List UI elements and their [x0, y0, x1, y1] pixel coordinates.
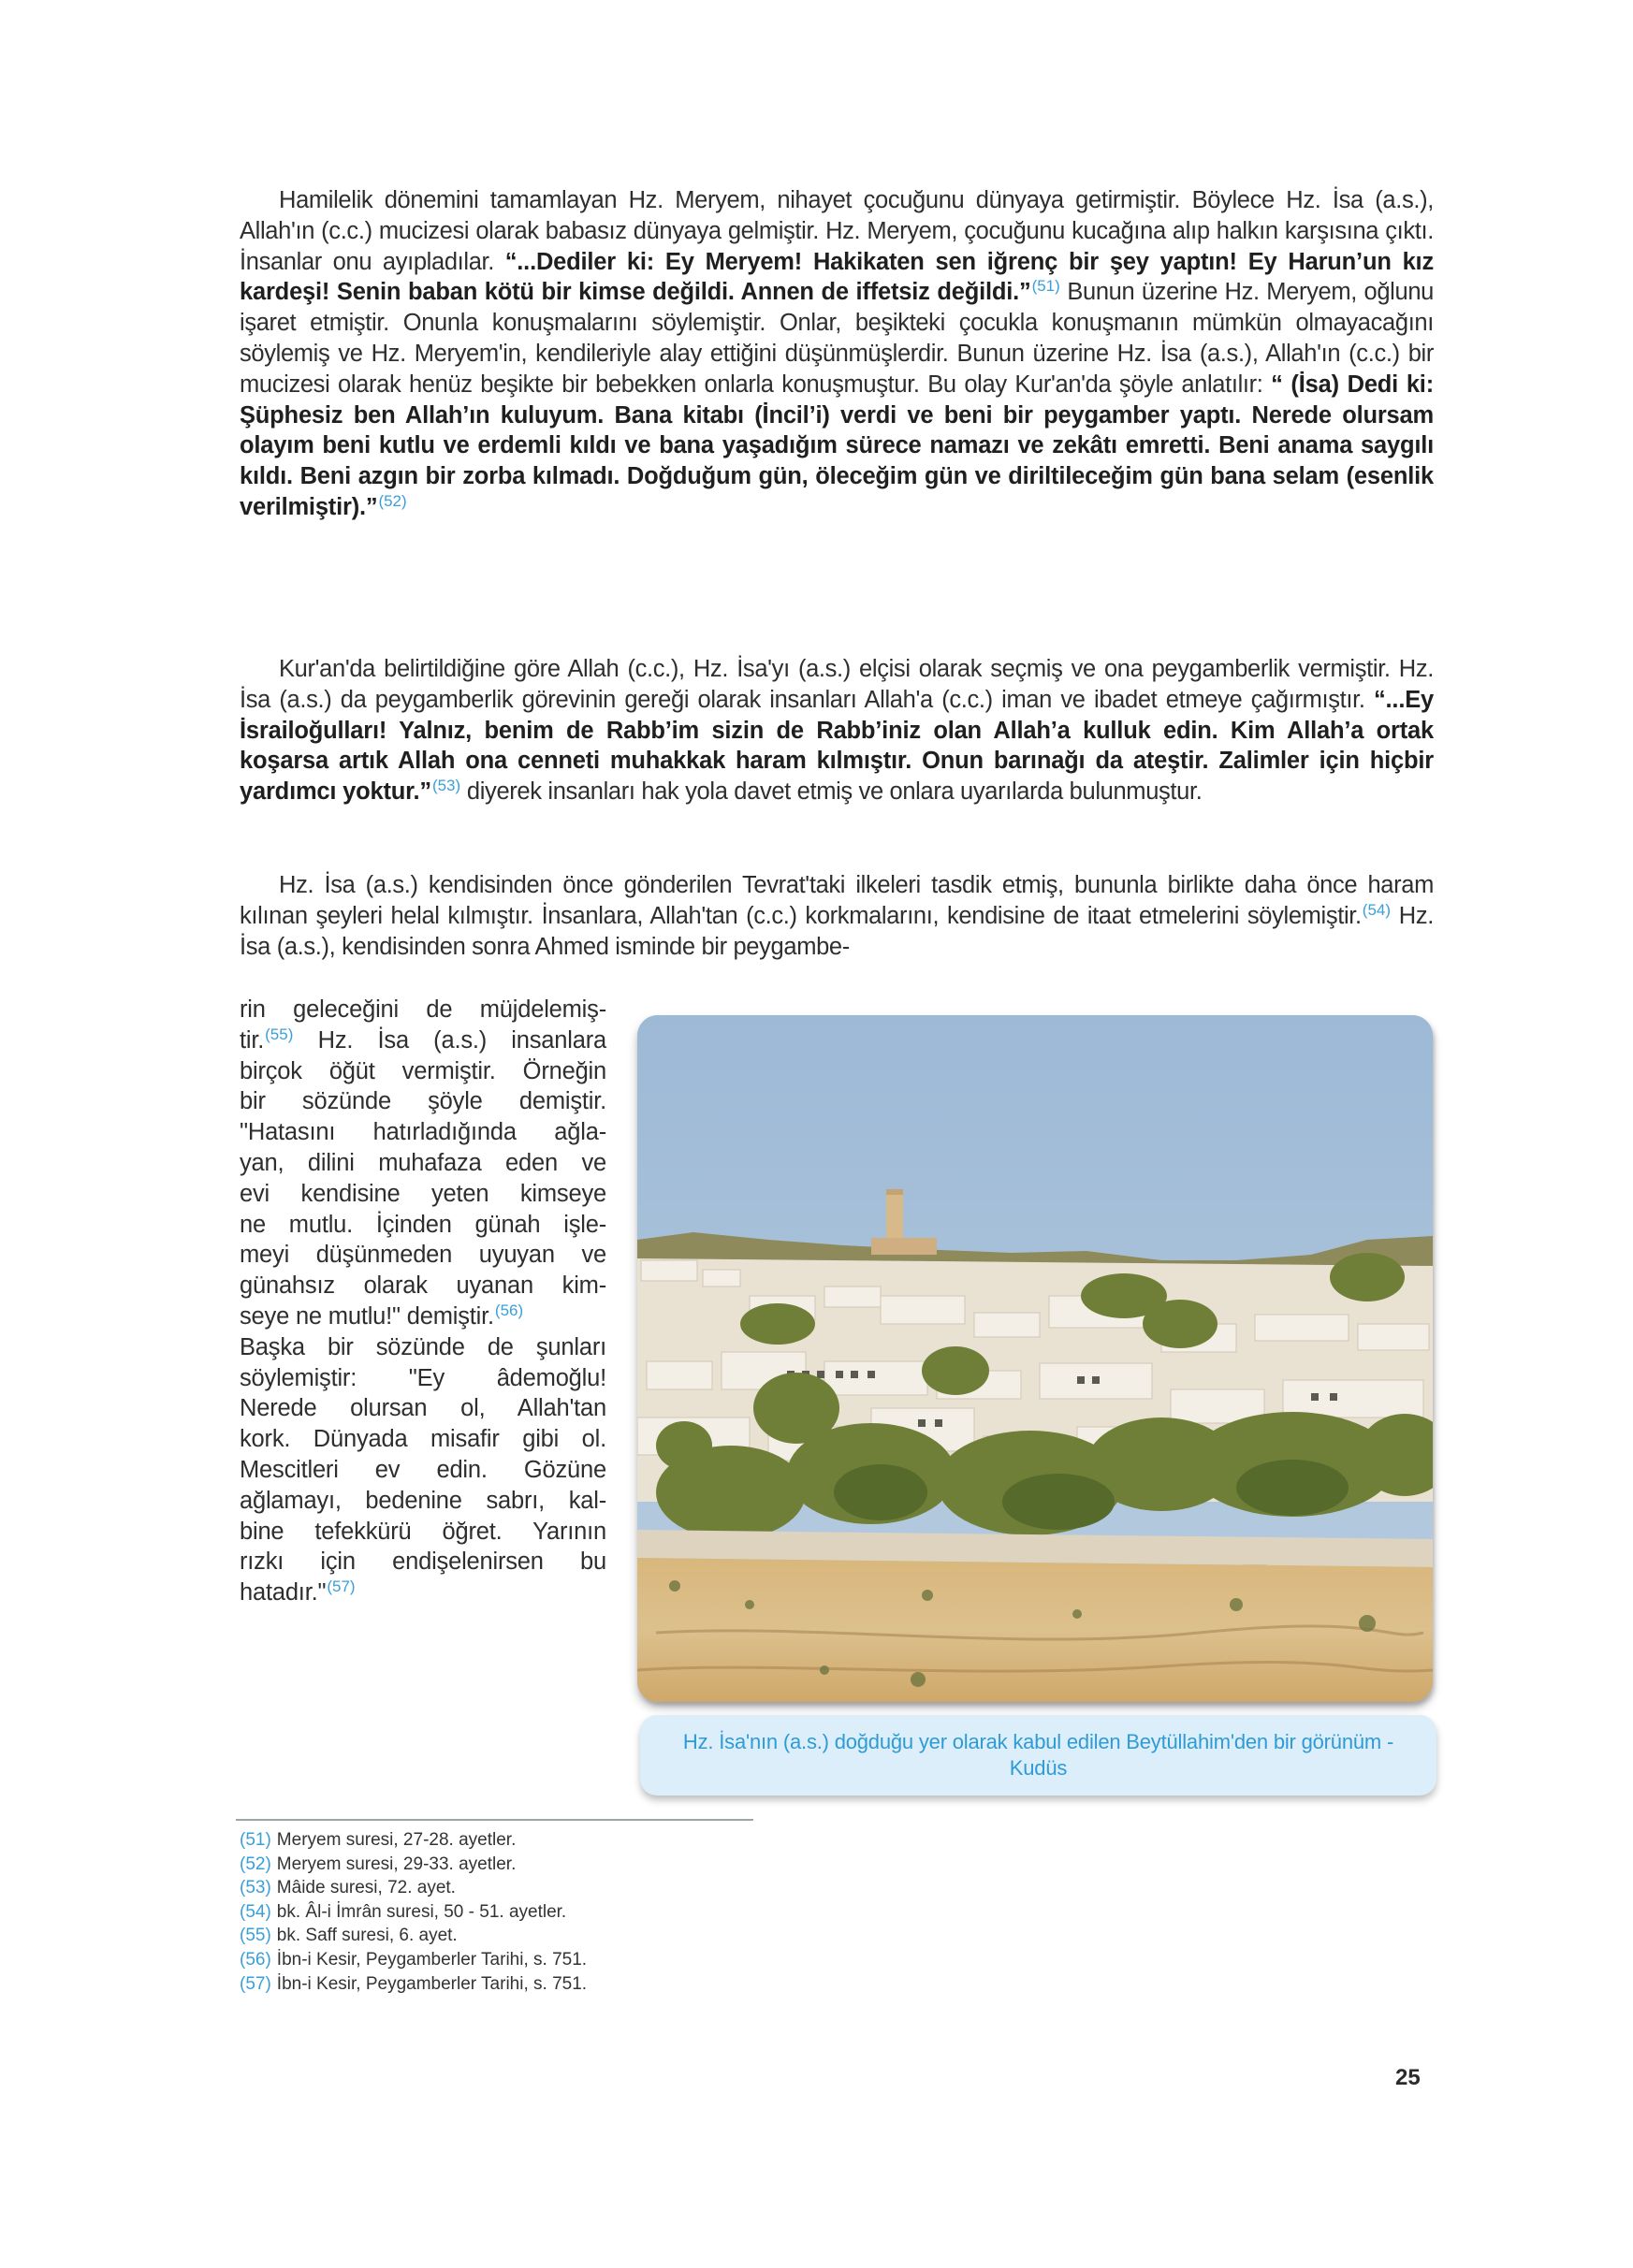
- caption-text: Hz. İsa'nın (a.s.) doğduğu yer olarak kabul edilen Beytüllahim'den bir görünüm - Kudüs: [682, 1730, 1394, 1780]
- footnote-54: (54) bk. Âl-i İmrân suresi, 50 - 51. ayetler.: [240, 1901, 567, 1922]
- wrapped-text-column: [240, 995, 606, 1608]
- footnote-ref-52[interactable]: (52): [378, 491, 407, 510]
- footnote-ref-51[interactable]: (51): [1031, 277, 1060, 296]
- page-number: 25: [1395, 2065, 1421, 2090]
- column-line: "Hatasını hatırladığında ağla-: [240, 1119, 606, 1146]
- column-line: evi kendisine yeten kimseye: [240, 1180, 606, 1207]
- footnote-51: (51) Meryem suresi, 27-28. ayetler.: [240, 1830, 517, 1850]
- footnote-56: (56) İbn-i Kesir, Peygamberler Tarihi, s. 751.: [240, 1949, 588, 1970]
- footnote-ref-55[interactable]: (55): [265, 1025, 294, 1043]
- footnote-55: (55) bk. Saff suresi, 6. ayet.: [240, 1926, 458, 1946]
- column-line: ağlamayı, bedenine sabrı, kal-: [240, 1487, 606, 1514]
- quran-quote: “...Dediler ki: Ey Meryem! Hakikaten sen iğrenç bir şey yaptın! Ey Harun’un kız kardeşi! Senin baban kötü bir kimse değildi. Annen de iffetsiz değildi.”: [240, 248, 1434, 306]
- landscape-illustration: [637, 1015, 1433, 1702]
- column-line: kork. Dünyada misafir gibi ol.: [240, 1426, 606, 1453]
- column-line: Başka bir sözünde de şunları: [240, 1333, 606, 1360]
- photo-caption: [640, 1715, 1436, 1796]
- footnote-ref-57[interactable]: (57): [327, 1577, 356, 1596]
- paragraph-tevrat: [240, 870, 1434, 962]
- column-line: rin geleceğini de müjdelemiş-: [240, 996, 606, 1023]
- column-line: birçok öğüt vermiştir. Örneğin: [240, 1057, 606, 1084]
- column-line: seye ne mutlu!" demiştir.$^{(56)}$: [240, 1301, 524, 1330]
- paragraph-text: Hz. İsa (a.s.), kendisinden sonra Ahmed isminde bir peygambe-: [240, 902, 1435, 960]
- column-line: hatadır."$^{(57)}$: [240, 1577, 356, 1606]
- paragraph-text: diyerek insanları hak yola davet etmiş ve onlara uyarılarda bulunmuştur.: [460, 778, 1203, 806]
- column-line: bine tefekkürü öğret. Yarının: [240, 1518, 606, 1545]
- quran-quote: “...Ey İsrailoğulları! Yalnız, benim de Rabb’im sizin de Rabb’iniz olan Allah’a kulluk edin. Kim Allah’a ortak koşarsa artık Allah ona cenneti muhakkak haram kılmıştır. Onun barınağı da ateştir. Zalimler için hiçbir yardımcı yoktur.”: [240, 686, 1434, 806]
- footnote-57: (57) İbn-i Kesir, Peygamberler Tarihi, s. 751.: [240, 1973, 588, 1994]
- column-line: ne mutlu. İçinden günah işle-: [240, 1211, 606, 1238]
- footnote-53: (53) Mâide suresi, 72. ayet.: [240, 1878, 456, 1898]
- footnote-ref-53[interactable]: (53): [431, 777, 461, 795]
- footnote-divider: [236, 1819, 753, 1821]
- column-line: tir.$^{(55)}$ Hz. İsa (a.s.) insanlara: [240, 1025, 606, 1054]
- footnote-ref-56[interactable]: (56): [494, 1301, 524, 1319]
- paragraph-text: Hamilelik dönemini tamamlayan Hz. Meryem, nihayet çocuğunu dünyaya getirmiştir. Böylece Hz. İsa (a.s.), Allah'ın (c.c.) mucizesi olarak babasız dünyaya gelmiştir. Hz. Meryem, çocuğunu kucağına alıp halkın karşısına çıktı. İnsanlar onu ayıpladılar.: [240, 187, 1434, 275]
- footnote-ref-54[interactable]: (54): [1362, 900, 1392, 919]
- column-line: rızkı için endişelenirsen bu: [240, 1548, 606, 1576]
- column-line: meyi düşünmeden uyuyan ve: [240, 1242, 606, 1269]
- paragraph-prophethood: [240, 654, 1434, 807]
- paragraph-text: Kur'an'da belirtildiğine göre Allah (c.c.), Hz. İsa'yı (a.s.) elçisi olarak seçmiş ve ona peygamberlik vermiştir. Hz. İsa (a.s.) da peygamberlik görevinin gereği olarak insanları Allah'a (c.c.) iman ve ibadet etmeye çağırmıştır.: [240, 656, 1434, 713]
- paragraph-meryem-birth: [240, 185, 1434, 523]
- bethlehem-photo: [637, 1015, 1433, 1702]
- paragraph-text: Hz. İsa (a.s.) kendisinden önce gönderilen Tevrat'taki ilkeleri tasdik etmiş, bununla birlikte daha önce haram kılınan şeyleri helal kılmıştır. İnsanlara, Allah'tan (c.c.) korkmalarını, kendisine de itaat etmelerini söylemiştir.: [240, 872, 1434, 929]
- footnotes-list: [240, 1828, 587, 1996]
- column-line: söylemiştir: "Ey âdemoğlu!: [240, 1364, 606, 1391]
- paragraph-text: Bunun üzerine Hz. Meryem, oğlunu işaret etmiştir. Onunla konuşmalarını söylemiştir. Onlar, beşikteki çocukla konuşmanın mümkün olmayacağını söylemiş ve Hz. Meryem'in, kendileriyle alay ettiğini düşünmüşlerdir. Bunun üzerine Hz. İsa (a.s.), Allah'ın (c.c.) bir mucizesi olarak henüz beşikte bir bebekken onlarla konuşmuştur. Bu olay Kur'an'da şöyle anlatılır:: [240, 279, 1434, 398]
- column-line: günahsız olarak uyanan kim-: [240, 1272, 606, 1300]
- footnote-52: (52) Meryem suresi, 29-33. ayetler.: [240, 1854, 517, 1874]
- column-line: Nerede olursan ol, Allah'tan: [240, 1395, 606, 1422]
- column-line: Mescitleri ev edin. Gözüne: [240, 1456, 606, 1483]
- quran-quote: “ (İsa) Dedi ki: Şüphesiz ben Allah’ın kuluyum. Bana kitabı (İncil’i) verdi ve beni bir peygamber yaptı. Nerede olursam olayım beni kutlu ve erdemli kıldı ve bana yaşadığım sürece namazı ve zekâtı emretti. Beni anama saygılı kıldı. Beni azgın bir zorba kılmadı. Doğduğum gün, öleceğim gün ve diriltileceğim gün bana selam (esenlik verilmiştir).”: [240, 371, 1434, 520]
- column-line: bir sözünde şöyle demiştir.: [240, 1088, 606, 1115]
- column-line: yan, dilini muhafaza eden ve: [240, 1149, 606, 1176]
